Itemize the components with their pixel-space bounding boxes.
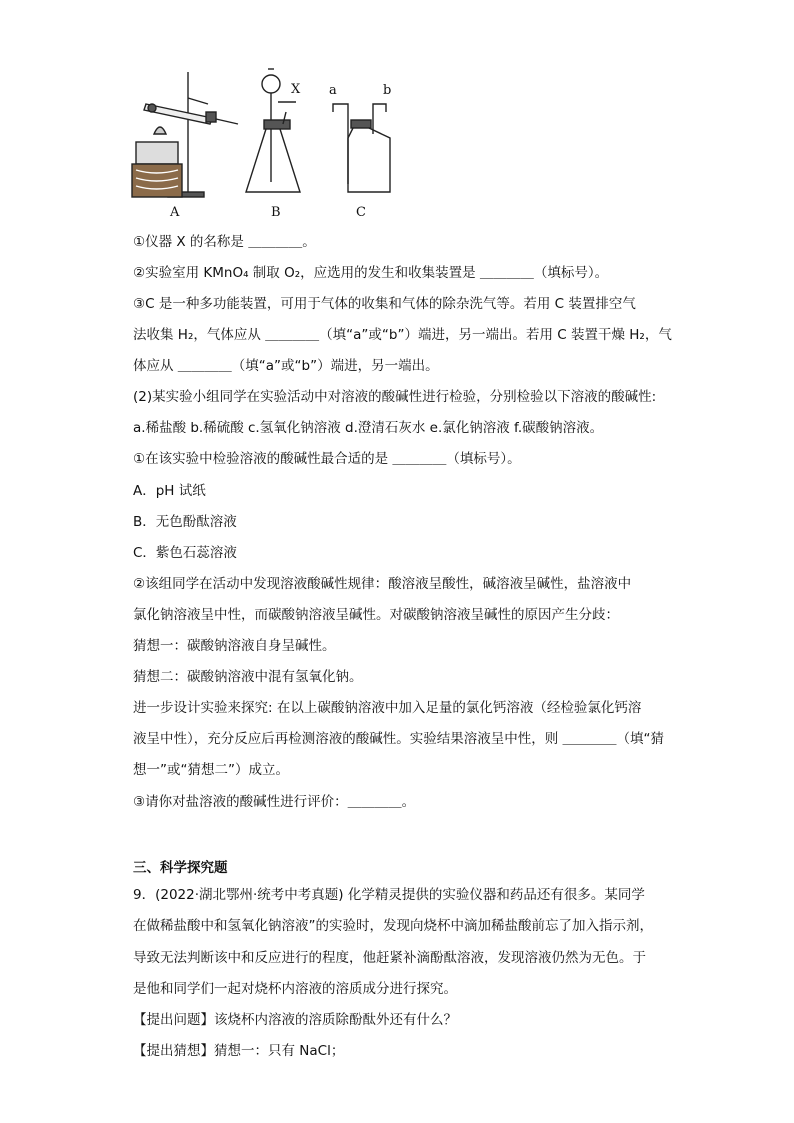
figure-label-a: A <box>170 205 180 220</box>
answer-option: A．pH 试纸 <box>133 483 206 499</box>
lab-apparatus-figure <box>128 64 428 224</box>
question-line: 猜想一：碳酸钠溶液自身呈碱性。 <box>133 638 336 654</box>
question-line: 法收集 H₂，气体应从 ＿＿＿＿（填“a”或“b”）端进，另一端出。若用 C 装置干燥 H₂，气 <box>133 327 672 343</box>
question-line: 液呈中性），充分反应后再检测溶液的酸碱性。实验结果溶液呈中性，则 ＿＿＿＿（填“猜 <box>133 731 665 747</box>
question-line: ①在该实验中检验溶液的酸碱性最合适的是 ＿＿＿＿（填标号）。 <box>133 451 521 467</box>
figure-label-x: X <box>291 82 301 97</box>
apparatus-c <box>333 104 390 192</box>
question-line: a.稀盐酸 b.稀硫酸 c.氢氧化钠溶液 d.澄清石灰水 e.氯化钠溶液 f.碳酸钠溶液。 <box>133 420 604 436</box>
question-line: 氯化钠溶液呈中性，而碳酸钠溶液呈碱性。对碳酸钠溶液呈碱性的原因产生分歧： <box>133 607 619 623</box>
answer-option: C．紫色石蕊溶液 <box>133 545 237 561</box>
question-line: ②该组同学在活动中发现溶液酸碱性规律：酸溶液呈酸性，碱溶液呈碱性，盐溶液中 <box>133 576 632 592</box>
question-9-line: 9．(2022·湖北鄂州·统考中考真题) 化学精灵提供的实验仪器和药品还有很多。某同学 <box>133 887 645 903</box>
question-line: ③请你对盐溶液的酸碱性进行评价：＿＿＿＿。 <box>133 794 416 810</box>
question-line: 猜想二：碳酸钠溶液中混有氢氧化钠。 <box>133 669 363 685</box>
figure-label-port-a: a <box>329 83 337 98</box>
question-line: ②实验室用 KMnO₄ 制取 O₂，应选用的发生和收集装置是 ＿＿＿＿（填标号）。 <box>133 265 609 281</box>
figure-label-port-b: b <box>383 83 392 98</box>
question-line: ③C 是一种多功能装置，可用于气体的收集和气体的除杂洗气等。若用 C 装置排空气 <box>133 296 636 312</box>
question-9-line: 【提出猜想】猜想一：只有 NaCl； <box>133 1043 345 1059</box>
question-line: ①仪器 X 的名称是 ＿＿＿＿。 <box>133 234 316 250</box>
apparatus-a <box>132 72 238 197</box>
question-line: (2)某实验小组同学在实验活动中对溶液的酸碱性进行检验，分别检验以下溶液的酸碱性: <box>133 389 657 405</box>
section-heading: 三、科学探究题 <box>133 860 228 876</box>
question-line: 体应从 ＿＿＿＿（填“a”或“b”）端进，另一端出。 <box>133 358 439 374</box>
question-9-line: 在做稀盐酸中和氢氧化钠溶液”的实验时，发现向烧杯中滴加稀盐酸前忘了加入指示剂， <box>133 918 653 934</box>
figure-label-c: C <box>356 205 366 220</box>
question-9-line: 导致无法判断该中和反应进行的程度，他赶紧补滴酚酞溶液，发现溶液仍然为无色。于 <box>133 950 646 966</box>
question-line: 想一”或“猜想二”）成立。 <box>133 762 289 778</box>
question-line: 进一步设计实验来探究: 在以上碳酸钠溶液中加入足量的氯化钙溶液（经检验氯化钙溶 <box>133 700 642 716</box>
question-9-line: 【提出问题】该烧杯内溶液的溶质除酚酞外还有什么？ <box>133 1012 457 1028</box>
question-9-line: 是他和同学们一起对烧杯内溶液的溶质成分进行探究。 <box>133 981 457 997</box>
answer-option: B．无色酚酞溶液 <box>133 514 237 530</box>
figure-label-b: B <box>271 205 281 220</box>
